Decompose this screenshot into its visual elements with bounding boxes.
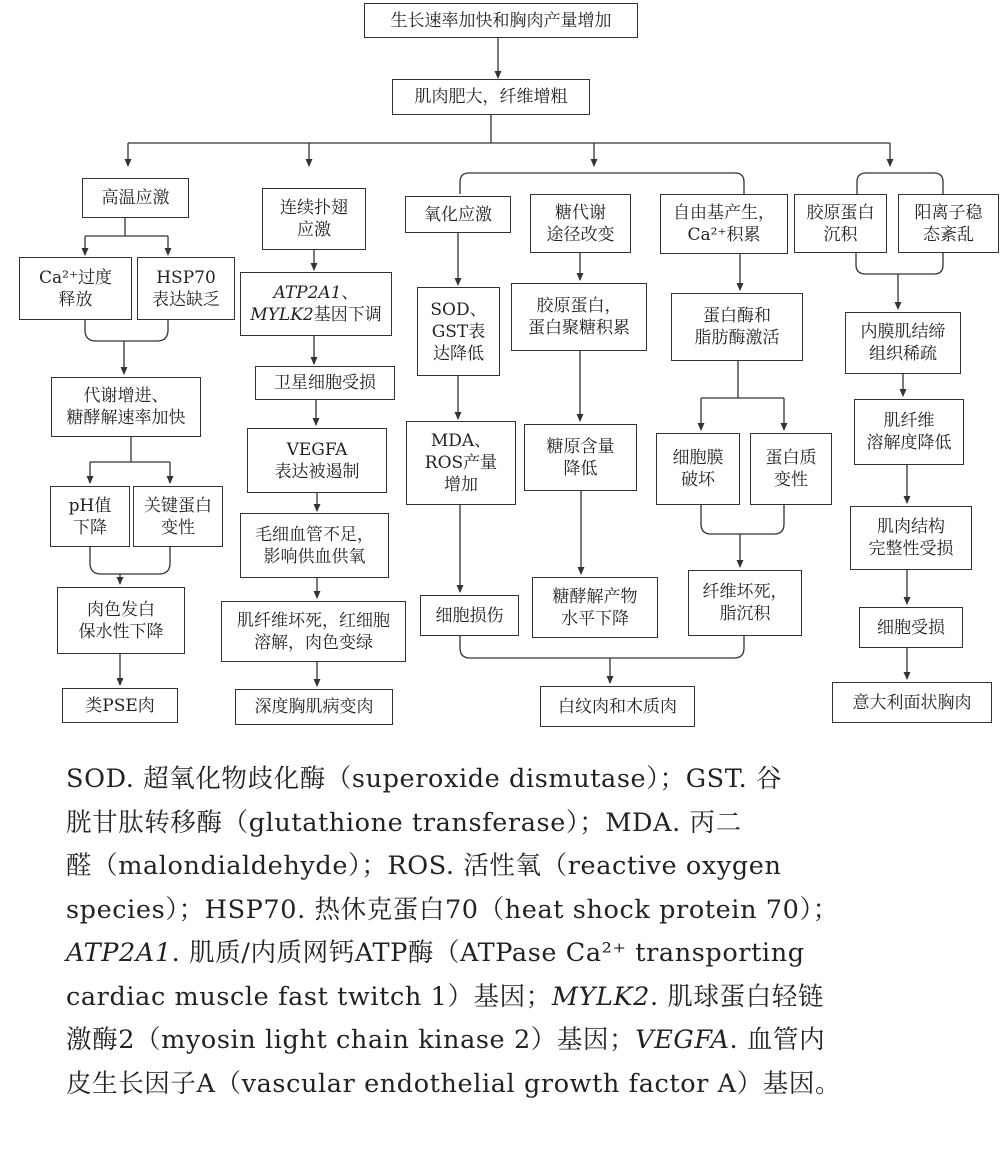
node-vegfa: VEGFA 表达被遏制 (247, 428, 387, 493)
node-collagen-proteoglycan: 胶原蛋白， 蛋白聚糖积累 (511, 283, 647, 351)
node-fiber-necrosis: 纤维坏死， 脂沉积 (688, 570, 802, 636)
node-capillary: 毛细血管不足， 影响供血供氧 (240, 513, 389, 578)
legend-line-7 (66, 1019, 952, 1063)
node-hsp70: HSP70 表达缺乏 (137, 257, 235, 320)
legend-line-1: SOD. 超氧化物歧化酶（superoxide dismutase）；GST. 谷 (66, 764, 783, 794)
node-mda-ros: MDA、 ROS产量 增加 (406, 421, 516, 505)
node-membrane: 细胞膜 破坏 (656, 433, 740, 505)
gene-atp2a1: ATP2A1 (273, 283, 342, 303)
node-ca-release: Ca²⁺过度 释放 (19, 257, 132, 320)
node-white-wooden: 白纹肉和木质肉 (540, 686, 695, 727)
node-endomysium: 内膜肌结缔 组织稀疏 (845, 312, 961, 374)
abbreviation-legend (66, 758, 952, 1106)
node-metabolism: 代谢增进、 糖酵解速率加快 (51, 377, 201, 437)
node-collagen-deposit: 胶原蛋白 沉积 (794, 194, 887, 253)
node-solubility: 肌纤维 溶解度降低 (854, 399, 964, 465)
node-ph-drop: pH值 下降 (50, 486, 130, 547)
node-glycogen: 糖原含量 降低 (524, 424, 637, 491)
legend-line-7-pre: 激酶2（myosin light chain kinase 2）基因； (66, 1025, 636, 1055)
node-integrity: 肌肉结构 完整性受损 (850, 506, 972, 570)
node-key-protein: 关键蛋白 变性 (133, 486, 223, 547)
node-deep-pectoral: 深度胸肌病变肉 (235, 689, 393, 725)
legend-line-5-text: . 肌质/内质网钙ATP酶（ATPase Ca²⁺ transporting (171, 938, 805, 968)
node-pale-meat: 肉色发白 保水性下降 (57, 587, 185, 654)
node-spaghetti-meat: 意大利面状胸肉 (832, 682, 992, 723)
node-pse-meat: 类PSE肉 (62, 688, 178, 723)
node-hypertrophy: 肌肉肥大，纤维增粗 (392, 79, 590, 115)
legend-gene-vegfa: VEGFA (635, 1025, 730, 1055)
node-cell-injury: 细胞受损 (859, 607, 963, 648)
node-cation: 阳离子稳 态紊乱 (898, 194, 999, 253)
node-growth: 生长速率加快和胸肉产量增加 (364, 3, 638, 38)
legend-line-5 (66, 932, 952, 976)
gene-mylk2: MYLK2 (250, 305, 314, 325)
node-protein-denature: 蛋白质 变性 (750, 433, 832, 505)
node-cell-damage: 细胞损伤 (420, 595, 519, 636)
legend-line-8: 皮生长因子A（vascular endothelial growth factor A）基因。 (66, 1068, 842, 1099)
node-necrosis-red: 肌纤维坏死，红细胞 溶解，肉色变绿 (221, 601, 406, 662)
node-free-radical: 自由基产生， Ca²⁺积累 (660, 194, 788, 254)
legend-line-6-pre: cardiac muscle fast twitch 1）基因； (66, 981, 552, 1012)
legend-line-2: 胱甘肽转移酶（glutathione transferase）；MDA. 丙二 (66, 807, 742, 838)
node-flapping-stress: 连续扑翅 应激 (262, 188, 366, 250)
legend-gene-atp2a1: ATP2A1 (66, 938, 172, 968)
node-sod-gst: SOD、 GST表 达降低 (417, 287, 500, 376)
node-glucose-pathway: 糖代谢 途径改变 (530, 194, 631, 253)
legend-line-6 (66, 976, 952, 1020)
node-protease-lipase: 蛋白酶和 脂肪酶激活 (671, 293, 803, 361)
node-glycolysis-products: 糖酵解产物 水平下降 (532, 577, 658, 638)
legend-line-6-text: . 肌球蛋白轻链 (650, 981, 825, 1012)
node-oxidative-stress: 氧化应激 (405, 196, 511, 233)
node-heat-stress: 高温应激 (82, 178, 189, 218)
legend-gene-mylk2: MYLK2 (551, 981, 651, 1012)
legend-line-7-text: . 血管内 (729, 1025, 826, 1055)
node-satellite-cell: 卫星细胞受损 (255, 366, 395, 400)
node-atp2a1-mylk2-gene: ATP2A1、 MYLK2基因下调 (240, 272, 392, 336)
legend-line-3: 醛（malondialdehyde）；ROS. 活性氧（reactive oxygen (66, 851, 782, 881)
legend-line-4: species）；HSP70. 热休克蛋白70（heat shock protein 70）； (66, 894, 839, 925)
